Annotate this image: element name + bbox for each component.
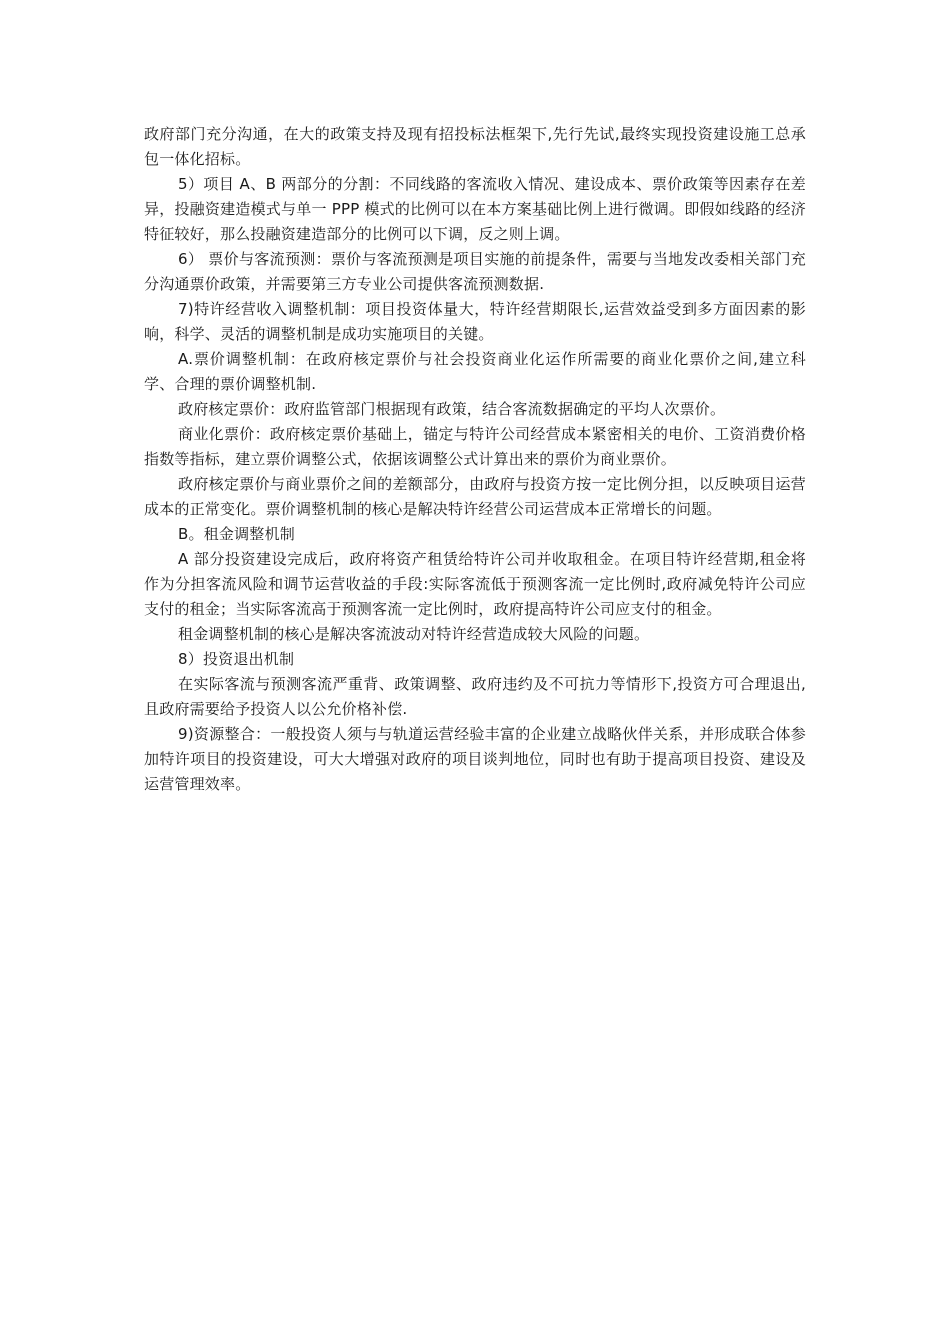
section-heading: 8）投资退出机制	[178, 650, 295, 668]
paragraph: 租金调整机制的核心是解决客流波动对特许经营造成较大风险的问题。	[178, 625, 650, 643]
section-heading: B。租金调整机制	[178, 525, 295, 543]
paragraph: A.票价调整机制：在政府核定票价与社会投资商业化运作所需要的商业化票价之间,建立科学、合理的票价调整机制.	[144, 350, 806, 393]
paragraph: 9)资源整合：一般投资人须与与轨道运营经验丰富的企业建立战略伙伴关系，并形成联合体参加特许项目的投资建设，可大大增强对政府的项目谈判地位，同时也有助于提高项目投资、建设及运营管理效率。	[144, 725, 806, 793]
document-body	[144, 122, 806, 797]
paragraph: A 部分投资建设完成后，政府将资产租赁给特许公司并收取租金。在项目特许经营期,租金将作为分担客流风险和调节运营收益的手段:实际客流低于预测客流一定比例时,政府减免特许公司应支付的租金；当实际客流高于预测客流一定比例时，政府提高特许公司应支付的租金。	[144, 550, 806, 618]
paragraph: 在实际客流与预测客流严重背、政策调整、政府违约及不可抗力等情形下,投资方可合理退出,且政府需要给予投资人以公允价格补偿.	[144, 675, 806, 718]
paragraph: 6） 票价与客流预测：票价与客流预测是项目实施的前提条件，需要与当地发改委相关部门充分沟通票价政策，并需要第三方专业公司提供客流预测数据.	[144, 250, 806, 293]
paragraph: 5）项目 A、B 两部分的分割：不同线路的客流收入情况、建设成本、票价政策等因素存在差异，投融资建造模式与单一 PPP 模式的比例可以在本方案基础比例上进行微调。即假如线路的经济特征较好，那么投融资建造部分的比例可以下调，反之则上调。	[144, 175, 806, 243]
paragraph: 7)特许经营收入调整机制：项目投资体量大，特许经营期限长,运营效益受到多方面因素的影响，科学、灵活的调整机制是成功实施项目的关键。	[144, 300, 806, 343]
paragraph: 政府核定票价与商业票价之间的差额部分，由政府与投资方按一定比例分担，以反映项目运营成本的正常变化。票价调整机制的核心是解决特许经营公司运营成本正常增长的问题。	[144, 475, 806, 518]
paragraph: 政府部门充分沟通，在大的政策支持及现有招投标法框架下,先行先试,最终实现投资建设施工总承包一体化招标。	[144, 125, 806, 168]
paragraph: 商业化票价：政府核定票价基础上，锚定与特许公司经营成本紧密相关的电价、工资消费价格指数等指标，建立票价调整公式，依据该调整公式计算出来的票价为商业票价。	[144, 425, 806, 468]
paragraph: 政府核定票价：政府监管部门根据现有政策，结合客流数据确定的平均人次票价。	[178, 400, 726, 418]
